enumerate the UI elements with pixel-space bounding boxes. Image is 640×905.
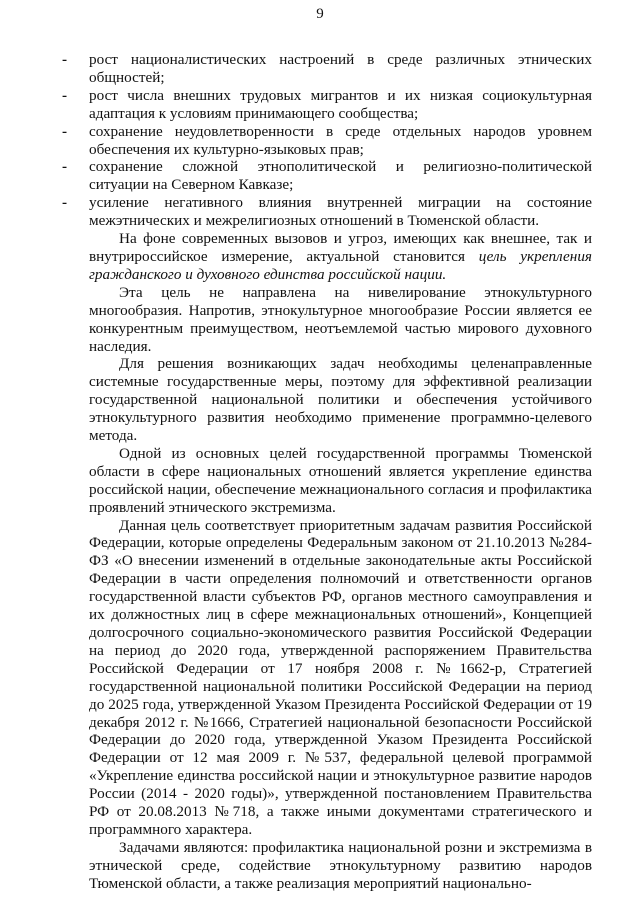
risk-factors-list [62, 51, 592, 230]
list-item [62, 51, 592, 87]
bullet-marker: - [62, 158, 68, 176]
list-item-text: сохранение сложной этнополитической и религиозно-политической ситуации на Северном Кавказе; [89, 158, 592, 194]
list-item [62, 194, 592, 230]
goal-emphasis: цель укрепления гражданского и духовного единства российской нации. [89, 247, 592, 283]
list-item-text: рост националистических настроений в среде различных этнических общностей; [89, 51, 592, 86]
list-item-text: усиление негативного влияния внутренней миграции на состояние межэтнических и межрелигиозных отношений в Тюменской области. [89, 194, 592, 230]
list-item-text: сохранение неудовлетворенности в среде отдельных народов уровнем обеспечения их культурно-языковых прав; [89, 122, 592, 158]
list-item [62, 158, 592, 194]
list-item [62, 122, 592, 159]
bullet-marker: - [62, 194, 68, 212]
list-item [62, 86, 592, 123]
paragraph-national-unity-goal [89, 230, 592, 284]
page-body [62, 51, 592, 893]
paragraph-cultural-diversity: Эта цель не направлена на нивелирование этнокультурного многообразия. Напротив, этнокультурное многообразие России является ее конкурентным преимуществом, неотъемлемой частью мирового духовного наследия. [89, 283, 592, 355]
paragraph-lead-text: На фоне современных вызовов и угроз, имеющих как внешнее, так и внутрироссийское измерение, актуальной становится [89, 230, 592, 265]
bullet-marker: - [62, 86, 68, 104]
paragraph-legal-basis: Данная цель соответствует приоритетным задачам развития Российской Федерации, которые определены Федеральным законом от 21.10.2013 №284-ФЗ «О внесении изменений в отдельные законодательные акты Российской Федерации в части определения полномочий и ответственности органов государственной власти субъектов РФ, органов местного самоуправления и их должностных лиц в сфере межнациональных отношений», Концепцией долгосрочного социально-экономического развития Российской Федерации на период до 2020 года, утвержденной распоряжением Правительства Российской Федерации от 17 ноября 2008 г. №1662-р, Стратегией государственной национальной политики Российской Федерации на период до 2025 года, утвержденной Указом Президента Российской Федерации от 19 декабря 2012 г. №1666, Стратегией национальной безопасности Российской Федерации до 2020 года, утвержденной Указом Президента Российской Федерации от 12 мая 2009 г. №537, федеральной целевой программой «Укрепление единства российской нации и этнокультурное развитие народов России (2014 - 2020 годы)», утвержденной постановлением Правительства РФ от 20.08.2013 №718, а также иными документами стратегического и программного характера. [89, 516, 592, 838]
paragraph-program-method: Для решения возникающих задач необходимы целенаправленные системные государственные меры, поэтому для эффективной реализации государственной национальной политики и обеспечения устойчивого этнокультурного развития необходимо применение программно-целевого метода. [89, 355, 592, 445]
bullet-marker: - [62, 51, 68, 68]
page-number: 9 [316, 6, 324, 22]
paragraph-program-goals: Одной из основных целей государственной программы Тюменской области в сфере национальных отношений является укрепление единства российской нации, обеспечение межнационального согласия и профилактика проявлений этнического экстремизма. [89, 444, 592, 516]
paragraph-objectives: Задачами являются: профилактика национальной розни и экстремизма в этнической среде, содействие этнокультурному развитию народов Тюменской области, а также реализация мероприятий национально- [89, 838, 592, 892]
list-item-text: рост числа внешних трудовых мигрантов и их низкая социокультурная адаптация к условиям принимающего сообщества; [89, 86, 592, 122]
bullet-marker: - [62, 122, 68, 140]
